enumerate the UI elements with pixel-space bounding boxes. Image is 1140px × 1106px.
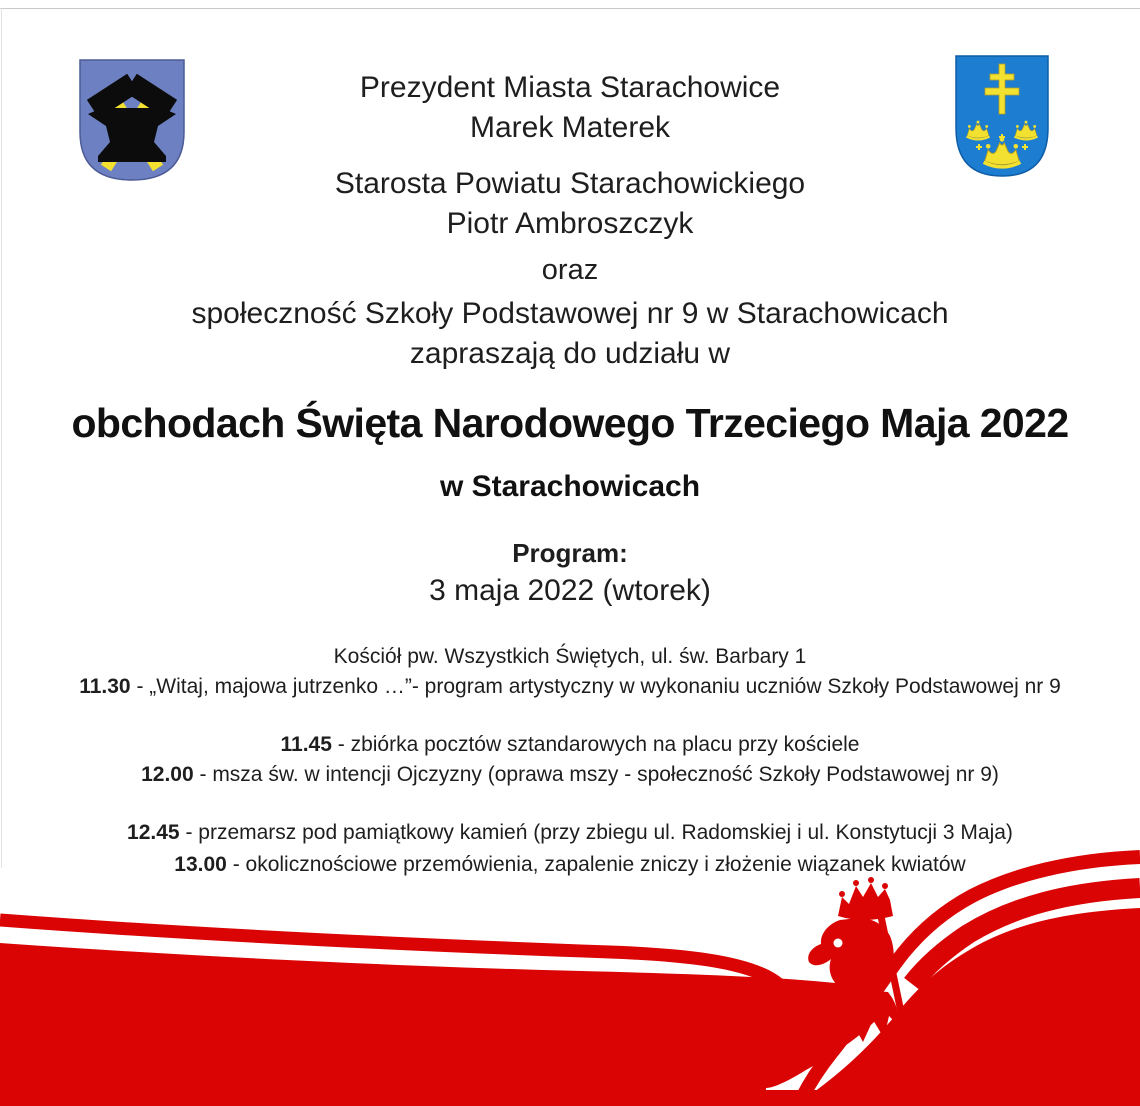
program-item <box>0 674 1140 700</box>
wave-base <box>0 1090 1140 1106</box>
program-time: 12.45 <box>127 821 180 844</box>
program-desc: - zbiórka pocztów sztandarowych na placu przy kościele <box>331 733 860 756</box>
program-date: 3 maja 2022 (wtorek) <box>429 574 711 607</box>
page-top-border <box>0 8 1140 9</box>
starosta-name: Piotr Ambroszczyk <box>446 207 694 240</box>
president-name: Marek Materek <box>469 111 671 144</box>
program-desc: - przemarsz pod pamiątkowy kamień (przy zbiegu ul. Radomskiej i ul. Konstytucji 3 Maja) <box>179 821 1013 844</box>
program-desc: - msza św. w intencji Ojczyzny (oprawa mszy - społeczność Szkoły Podstawowej nr 9) <box>193 763 999 786</box>
program-time: 13.00 <box>174 853 227 876</box>
program-time: 12.00 <box>141 763 194 786</box>
flag-wave-graphic <box>0 840 1140 1106</box>
eagle-emblem <box>808 877 901 1042</box>
program-time: 11.45 <box>280 733 332 756</box>
event-title: obchodach Święta Narodowego Trzeciego Maja 2022 <box>71 400 1069 446</box>
program-time: 11.30 <box>79 675 131 698</box>
program-desc: - „Witaj, majowa jutrzenko …”- program artystyczny w wykonaniu uczniów Szkoły Podstawowej nr 9 <box>130 675 1061 698</box>
program-item <box>0 762 1140 788</box>
venue-text: Kościół pw. Wszystkich Świętych, ul. św. Barbary 1 <box>333 645 807 668</box>
conjunction-text: oraz <box>541 254 599 286</box>
starosta-title: Starosta Powiatu Starachowickiego <box>334 167 806 200</box>
invitation-text: zapraszają do udziału w <box>409 337 731 370</box>
eagle-eye <box>834 939 843 948</box>
program-item <box>0 732 1140 758</box>
president-title: Prezydent Miasta Starachowice <box>359 71 781 104</box>
event-location: w Starachowicach <box>439 470 701 503</box>
program-heading: Program: <box>512 538 628 568</box>
school-community-text: społeczność Szkoły Podstawowej nr 9 w Starachowicach <box>191 297 949 330</box>
program-desc: - okolicznościowe przemówienia, zapalenie zniczy i złożenie wiązanek kwiatów <box>226 853 966 876</box>
